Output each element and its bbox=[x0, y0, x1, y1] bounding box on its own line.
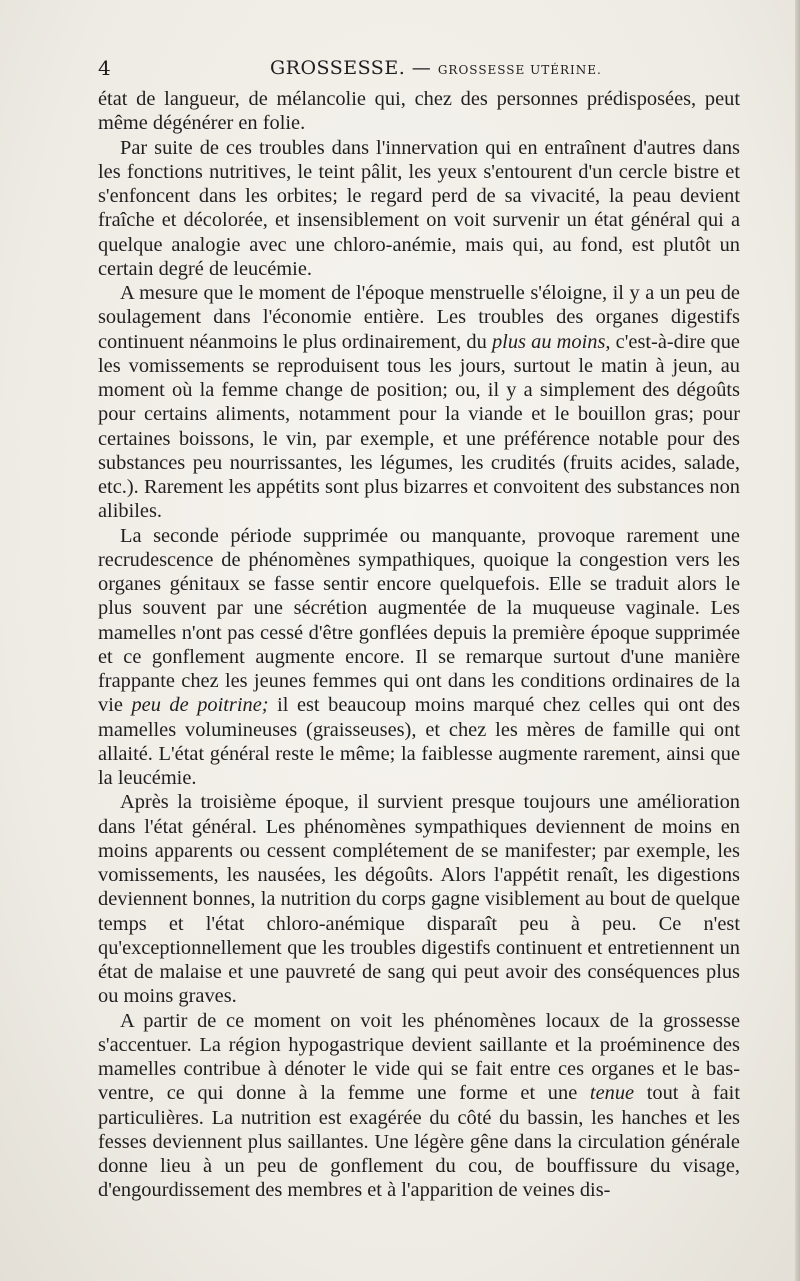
page-number: 4 bbox=[98, 56, 111, 80]
text-segment: , c'est-à-dire que les vomissements se reproduisent tous les jours, surtout le matin à jeun, au moment où la femme change de position; ou, il y a simplement des dégoûts pour certains aliments, notamment pour la viande et le bouillon gras; pour certaines boissons, le vin, par exemple, et une préférence notable pour des substances peu nourrissantes, les légumes, les crudités (fruits acides, salade, etc.). Rarement les appétits sont plus bizarres et convoitent des substances non alibiles. bbox=[98, 330, 740, 523]
paragraph-5 bbox=[98, 790, 740, 1008]
running-head-sub: GROSSESSE UTÉRINE. bbox=[437, 63, 602, 77]
paragraph-2 bbox=[98, 136, 740, 282]
running-head-main: GROSSESSE. bbox=[270, 57, 406, 79]
paragraph-4 bbox=[98, 524, 740, 791]
text-segment: il est beaucoup moins marqué chez celles qui ont des mamelles volumineuses (graisseuses), et chez les mères de famille qui ont allaité. L'état général reste le même; la faiblesse augmente rarement, ainsi que la leucémie. bbox=[98, 694, 740, 789]
italic-phrase: tenue bbox=[589, 1082, 635, 1105]
running-head bbox=[270, 54, 602, 84]
text-segment: tout à fait particulières. La nutrition est exagérée du côté du bassin, les hanches et les fesses deviennent plus saillantes. Une légère gêne dans la circulation générale donne lieu à un peu de gonflement du cou, de bouffissure du visage, d'engourdissement des membres et à l'apparition de veines dis- bbox=[98, 1082, 740, 1202]
text-segment: Après la troisième époque, il survient presque toujours une amélioration dans l'état général. Les phénomènes sympathiques deviennent de moins en moins apparents ou cessent complétement de se manifester; par exemple, les vomissements, les nausées, les dégoûts. Alors l'appétit renaît, les digestions deviennent bonnes, la nutrition du corps gagne visiblement au bout de quelque temps et l'état chloro-anémique disparaît peu à peu. Ce n'est qu'exceptionnellement que les troubles digestifs continuent et entretiennent un état de malaise et une pauvreté de sang qui peut avoir des conséquences plus ou moins graves. bbox=[98, 791, 740, 1008]
text-segment: état de langueur, de mélancolie qui, chez des personnes prédisposées, peut même dégénérer en folie. bbox=[98, 88, 740, 135]
text-segment: Par suite de ces troubles dans l'innervation qui en entraînent d'autres dans les fonctions nutritives, le teint pâlit, les yeux s'entourent d'un cercle bistre et s'enfoncent dans les orbites; le regard perd de sa vivacité, la peau devient fraîche et décolorée, et insensiblement on voit survenir un état général qui a quelque analogie avec une chloro-anémie, mais qui, au fond, est plutôt un certain degré de leucémie. bbox=[98, 136, 740, 280]
paragraph-1 bbox=[98, 87, 740, 136]
text-segment: A partir de ce moment on voit les phénomènes locaux de la grossesse s'accentuer. La région hypogastrique devient saillante et la proéminence des mamelles contribue à dénoter le vide qui se fait entre ces organes et le bas-ventre, ce qui donne à la femme une forme et une bbox=[98, 1009, 740, 1105]
paragraph-3 bbox=[98, 281, 740, 524]
body-text bbox=[98, 87, 740, 1203]
italic-phrase: peu de poitrine; bbox=[131, 694, 269, 717]
italic-phrase: plus au moins bbox=[491, 330, 606, 353]
text-segment: A mesure que le moment de l'époque menstruelle s'éloigne, il y a un peu de soulagement dans l'économie entière. Les troubles des organes digestifs continuent néanmoins le plus ordinairement, du bbox=[98, 282, 740, 353]
running-head-dash: — bbox=[411, 57, 432, 79]
page-header bbox=[98, 54, 754, 82]
page-edge bbox=[795, 0, 800, 1281]
paragraph-6 bbox=[98, 1009, 740, 1203]
text-segment: La seconde période supprimée ou manquante, provoque rarement une recrudescence de phénomènes sympathiques, quoique la congestion vers les organes génitaux se fasse sentir encore quelquefois. Elle se traduit alors le plus souvent par une sécrétion augmentée de la muqueuse vaginale. Les mamelles n'ont pas cessé d'être gonflées depuis la première époque supprimée et ce gonflement augmente encore. Il se remarque surtout d'une manière frappante chez les jeunes femmes qui ont dans les conditions ordinaires de la vie bbox=[98, 524, 740, 717]
